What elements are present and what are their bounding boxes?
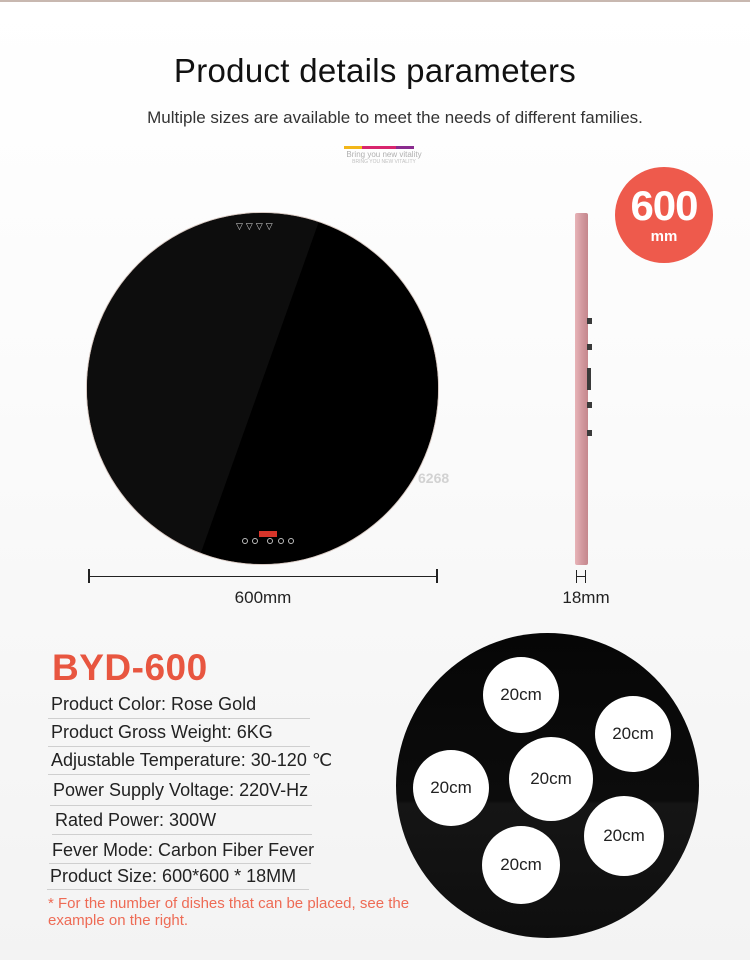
top-border — [0, 0, 750, 2]
tagline-text: Bring you new vitality — [346, 150, 422, 159]
button-icon — [288, 538, 294, 544]
tagline-color-bars — [344, 146, 414, 149]
side-foot — [587, 430, 592, 436]
width-dimension-line — [88, 576, 438, 577]
dish-note: * For the number of dishes that can be placed, see the example on the right. — [48, 895, 410, 929]
spec-divider — [48, 774, 310, 775]
spec-color: Product Color: Rose Gold — [51, 694, 257, 714]
size-badge — [615, 167, 713, 263]
dish: 20cm — [413, 750, 489, 826]
dish-placement-example — [396, 633, 699, 938]
page-title: Product details parameters — [173, 52, 577, 89]
dish: 20cm — [483, 657, 559, 733]
spec-voltage: Power Supply Voltage: 220V-Hz — [53, 780, 309, 800]
spec-divider — [48, 718, 310, 719]
tagline — [336, 150, 432, 165]
model-name: BYD-600 — [52, 647, 208, 688]
dish: 20cm — [595, 696, 671, 772]
button-icon — [278, 538, 284, 544]
thickness-label: 18mm — [562, 588, 610, 607]
spec-size: Product Size: 600*600 * 18MM — [50, 866, 297, 886]
dish: 20cm — [482, 826, 560, 904]
side-foot — [587, 368, 591, 390]
tagline-small-text: BRING YOU NEW VITALITY — [352, 159, 416, 165]
power-button-icon — [242, 538, 248, 544]
led-display — [259, 531, 277, 537]
dish: 20cm — [584, 796, 664, 876]
button-icon — [267, 538, 273, 544]
spec-divider — [52, 834, 312, 835]
heating-plate-front-view — [87, 213, 438, 564]
dimension-cap — [436, 569, 438, 583]
indicator-icons: ▽▽▽▽ — [236, 221, 276, 231]
side-foot — [587, 344, 592, 350]
watermark: 6268 — [418, 470, 450, 486]
button-icon — [252, 538, 258, 544]
spec-temperature: Adjustable Temperature: 30-120 ℃ — [51, 750, 333, 770]
dish: 20cm — [509, 737, 593, 821]
side-foot — [587, 318, 592, 324]
spec-divider — [47, 889, 309, 890]
spec-power: Rated Power: 300W — [55, 810, 217, 830]
spec-divider — [48, 746, 310, 747]
width-label: 600mm — [234, 588, 292, 607]
size-badge-number: 600 — [630, 182, 698, 229]
control-panel — [242, 531, 294, 545]
dimension-cap — [88, 569, 90, 583]
plate-glass-reflection — [87, 213, 438, 564]
spec-weight: Product Gross Weight: 6KG — [51, 722, 273, 742]
page-subtitle: Multiple sizes are available to meet the needs of different families. — [147, 108, 643, 127]
spec-fever-mode: Fever Mode: Carbon Fiber Fever — [52, 840, 315, 860]
spec-divider — [49, 863, 311, 864]
thickness-dimension-mark — [576, 570, 586, 583]
size-badge-unit: mm — [650, 228, 678, 245]
side-foot — [587, 402, 592, 408]
spec-divider — [50, 805, 312, 806]
